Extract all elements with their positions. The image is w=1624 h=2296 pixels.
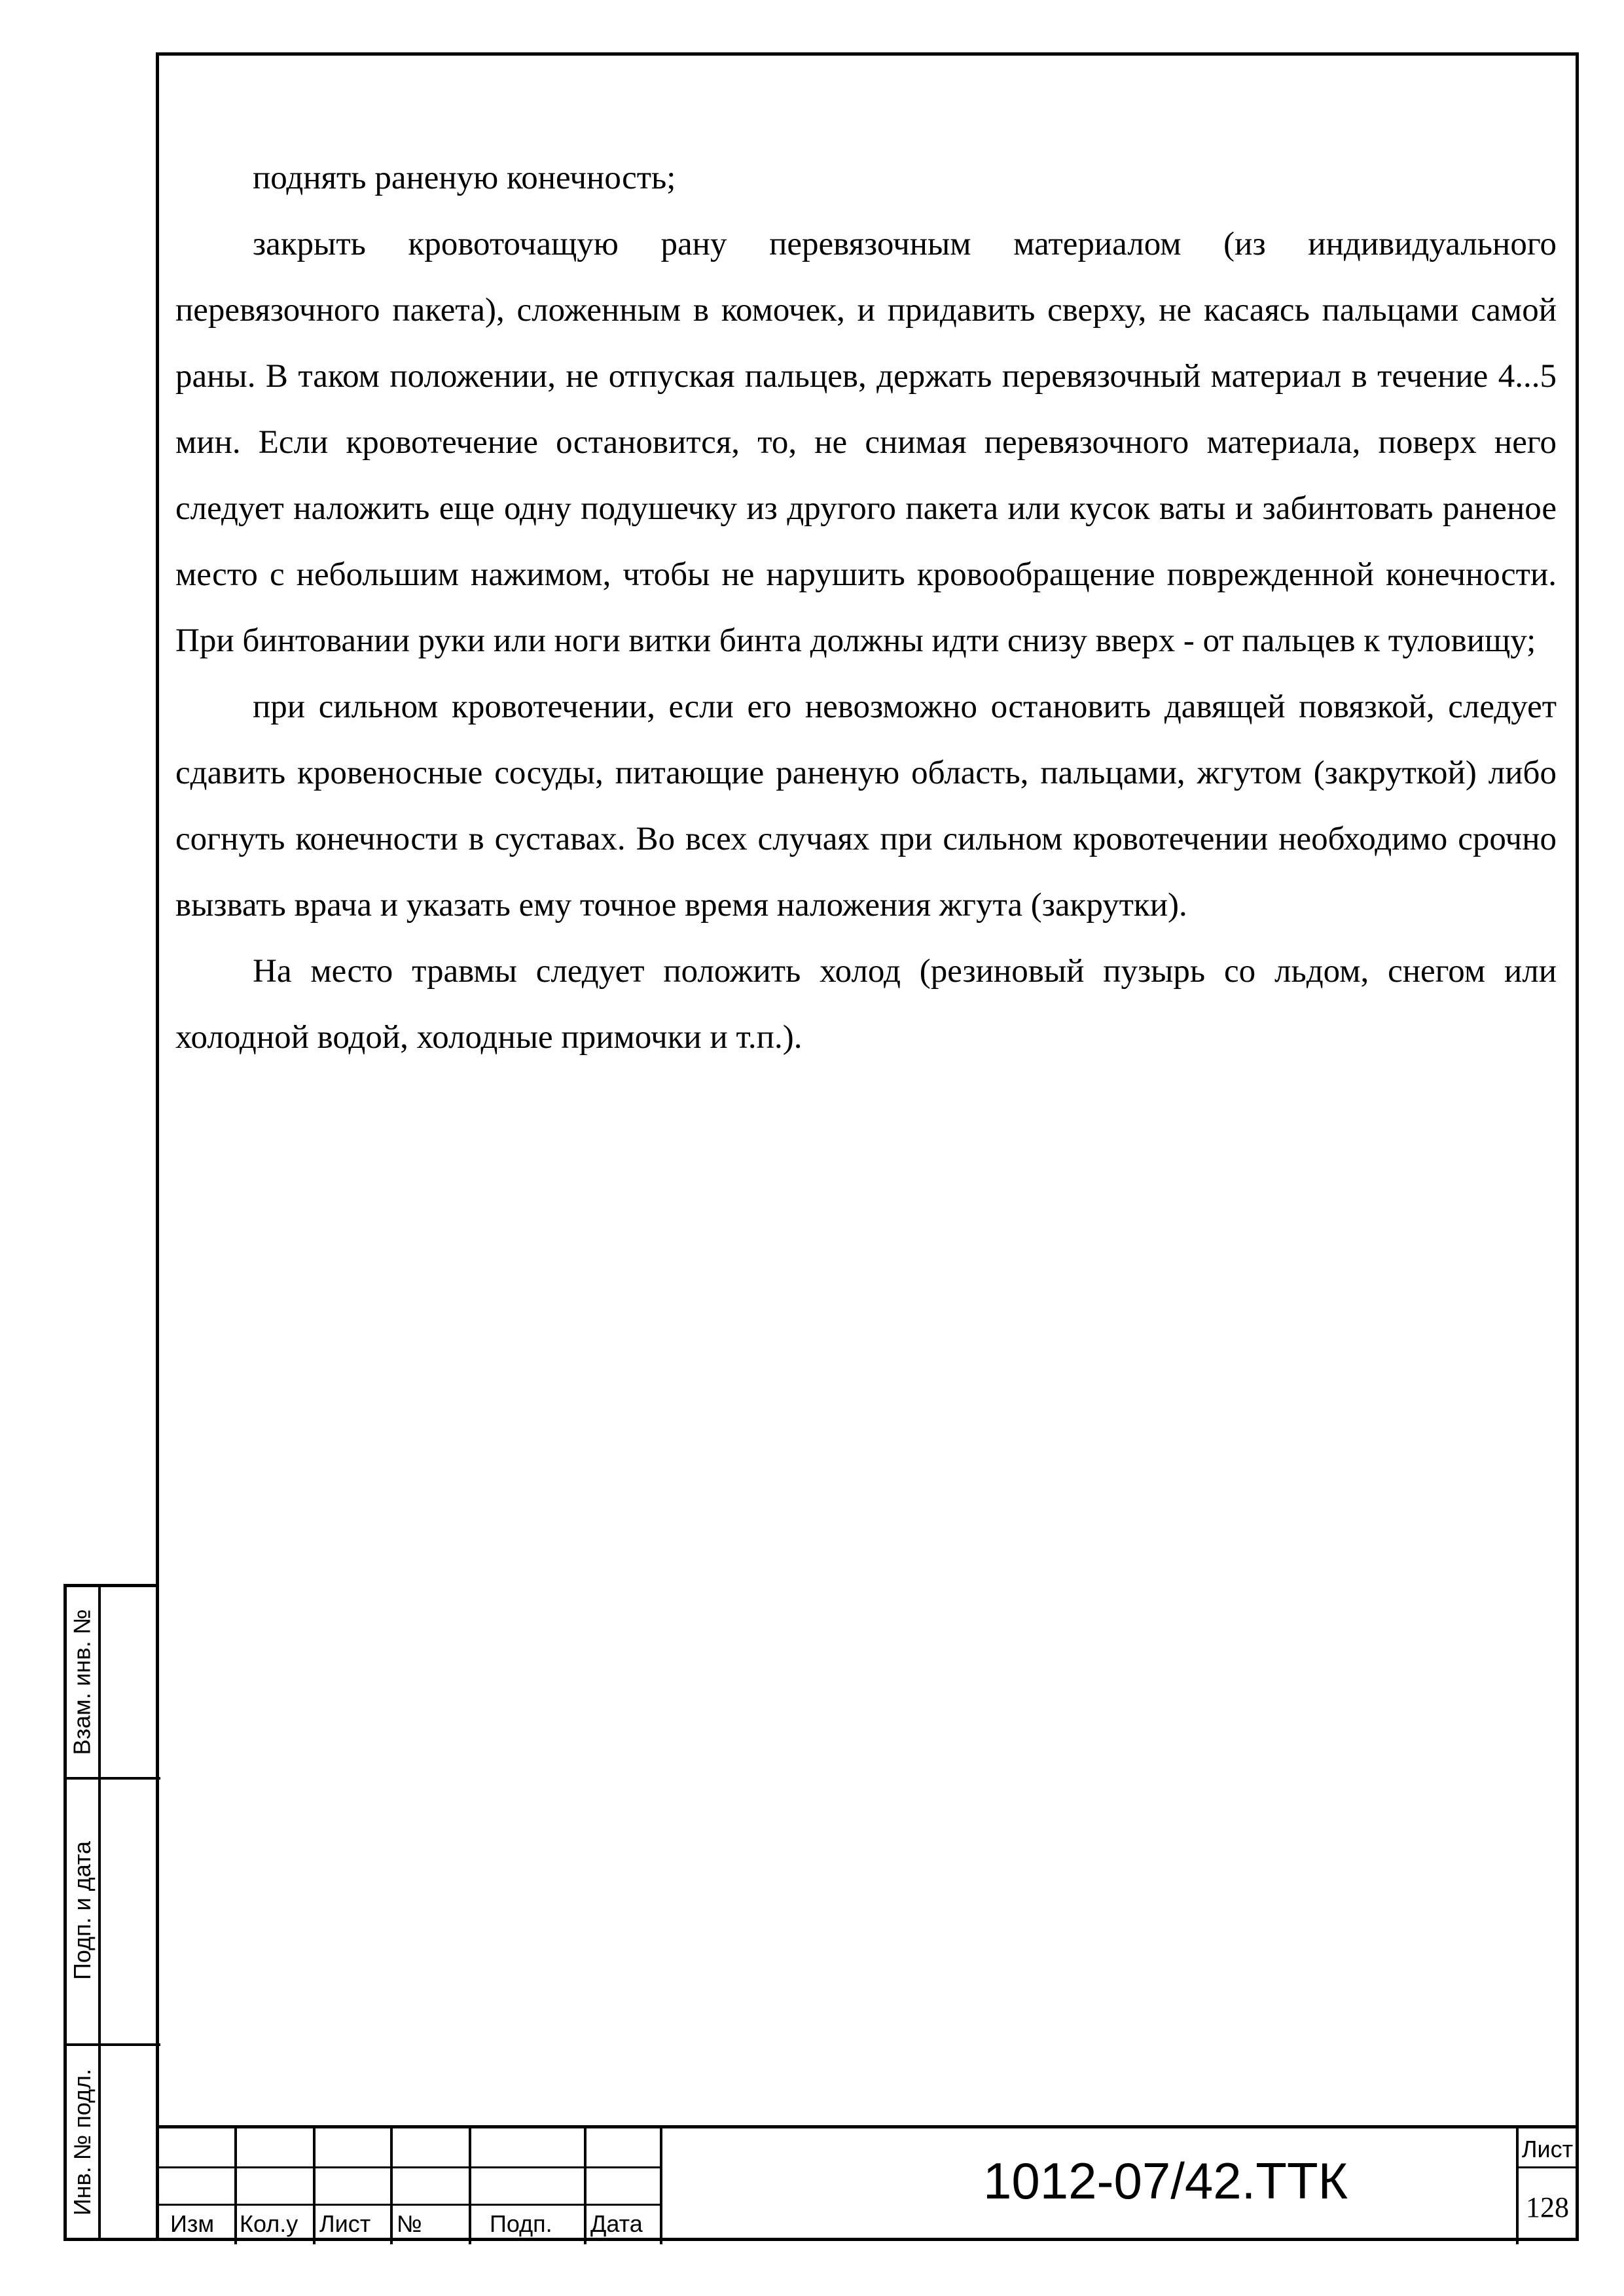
paragraph-4: На место травмы следует положить холод (резиновый пузырь со льдом, снегом или холодной водой, холодные примочки и т.п.).: [175, 953, 1557, 1056]
title-block-line: [234, 2128, 237, 2244]
col-list: Лист: [319, 2210, 371, 2237]
col-podp: Подп.: [490, 2210, 552, 2237]
side-divider: [98, 1584, 101, 2241]
inv-podl-cell: [67, 2043, 98, 2241]
vzam-inv-label: Взам. инв. №: [69, 1609, 96, 1755]
title-block-line: [584, 2128, 586, 2244]
inv-podl-label: Инв. № подл.: [69, 2068, 96, 2216]
podp-data-label: Подп. и дата: [69, 1840, 96, 1980]
vzam-inv-cell: [67, 1587, 98, 1777]
title-block-line: [313, 2128, 316, 2244]
paragraph-2: закрыть кровоточащую рану перевязочным материалом (из индивидуального перевязочного пакета), сложенным в комочек, и придавить сверху, не касаясь пальцами самой раны. В таком положении, не отпуская пальцев, держать перевязочный материал в течение 4...5 мин. Если кровотечение остановится, то, не снимая перевязочного материала, поверх него следует наложить еще одну подушечку из другого пакета или кусок ваты и забинтовать раненое место с небольшим нажимом, чтобы не нарушить кровообращение поврежденной конечности. При бинтовании руки или ноги витки бинта должны идти снизу вверх - от пальцев к туловищу;: [175, 226, 1557, 659]
paragraph-3: при сильном кровотечении, если его невозможно остановить давящей повязкой, следует сдавить кровеносные сосуды, питающие раненую область, пальцами, жгутом (закруткой) либо согнуть конечности в суставах. Во всех случаях при сильном кровотечении необходимо срочно вызвать врача и указать ему точное время наложения жгута (закрутки).: [175, 689, 1557, 924]
col-izm: Изм: [170, 2210, 215, 2237]
sheet-label: Лист: [1521, 2136, 1574, 2162]
col-nomer: №: [397, 2210, 422, 2237]
podp-data-cell: [67, 1777, 98, 2043]
side-stamp: [63, 1584, 157, 2241]
sheet-number: 128: [1526, 2191, 1569, 2223]
document-code: 1012-07/42.ТТК: [983, 2151, 1348, 2210]
body-text: [175, 145, 1557, 1071]
title-block-line: [390, 2128, 393, 2244]
title-block: [156, 2125, 1579, 2241]
col-kol-uch: Кол.у: [240, 2210, 298, 2237]
title-block-line: [469, 2128, 471, 2244]
col-data: Дата: [590, 2210, 643, 2237]
paragraph-1: поднять раненую конечность;: [253, 160, 676, 196]
